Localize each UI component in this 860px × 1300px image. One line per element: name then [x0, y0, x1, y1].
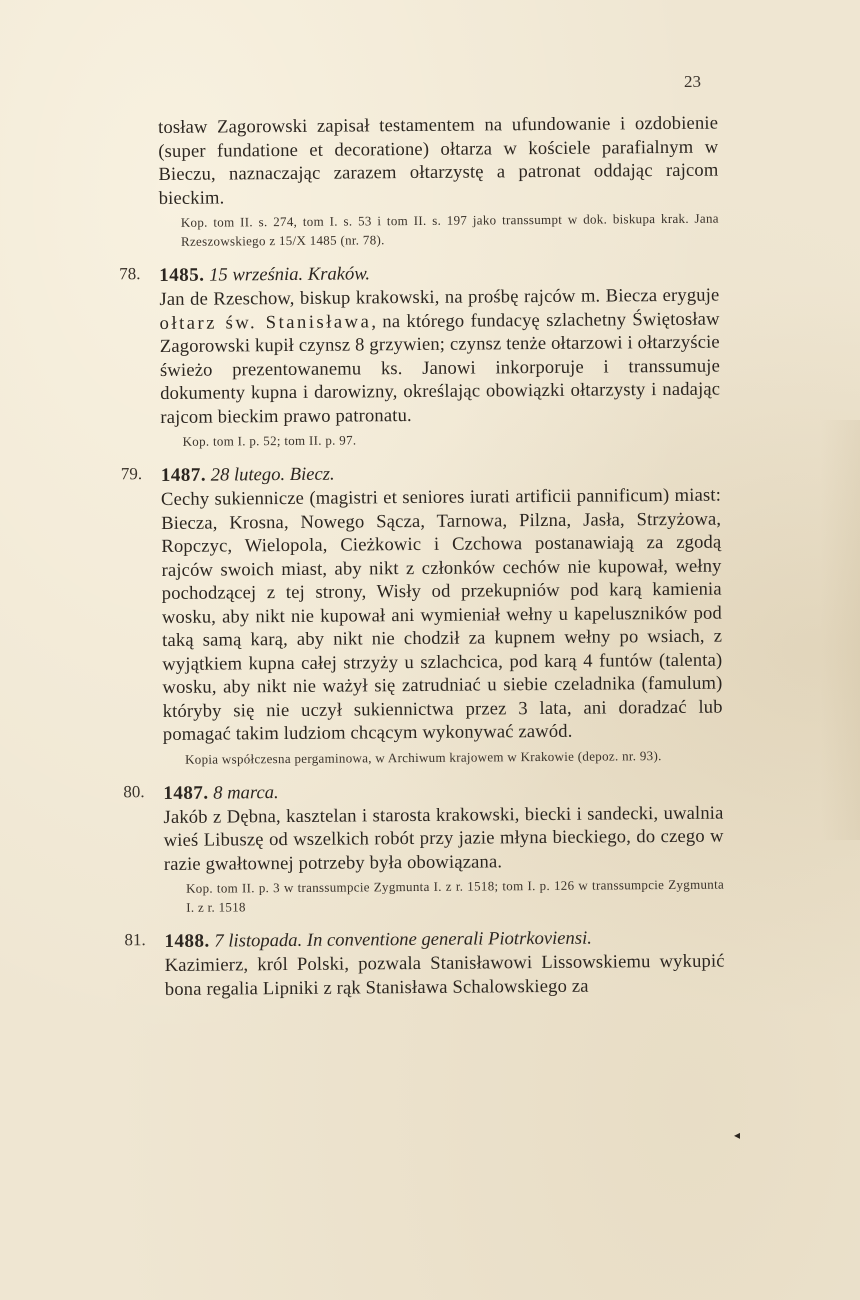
entry-80: [123, 776, 725, 917]
entry-number: 81.: [124, 930, 146, 950]
entry-note: Kop. tom I. p. 52; tom II. p. 97.: [182, 432, 357, 449]
entry-text: [159, 284, 720, 429]
entry-text-spaced: ołtarz św. Stanisława: [159, 310, 372, 334]
entry-number: 80.: [123, 781, 145, 801]
entry-date: 15 września. Kraków.: [209, 263, 371, 286]
entry-year: 1487.: [160, 464, 207, 486]
paper-shading: [820, 420, 860, 840]
entry-81: [124, 925, 725, 1001]
entry-year: 1488.: [164, 930, 210, 952]
page-number: 23: [684, 72, 701, 91]
entry-note: Kopia współczesna pergaminowa, w Archiwum krajowem w Krakowie (depoz. nr. 93).: [184, 747, 662, 767]
entry-date: 7 listopada. In conventione generali Piotrkoviensi.: [214, 927, 592, 952]
intro-note: Kop. tom II. s. 274, tom I. s. 53 i tom II. s. 197 jako transsumpt w dok. biskupa krak. Jana Rzeszowskiego z 15/X 1485 (nr. 78).: [180, 210, 719, 249]
entry-note: Kop. tom II. p. 3 w transsumpcie Zygmunta I. z r. 1518; tom I. p. 126 w transsumpcie Zygmunta I. z r. 1518: [186, 876, 725, 915]
entry-text: Kazimierz, król Polski, pozwala Stanisławowi Lissowskiemu wykupić bona regalia Lipniki z rąk Stanisława Schalowskiego za: [164, 950, 725, 1000]
entry-text-part: Jan de Rzeschow, biskup krakowski, na prośbę rajców m. Biecza eryguje: [159, 284, 720, 310]
ink-mark: ◂: [734, 1128, 741, 1142]
entry-text: Cechy sukiennicze (magistri et seniores iurati artificii pannificum) miast: Biecza, Krosna, Nowego Sącza, Tarnowa, Pilzna, Jasła, Strzyżowa, Ropczyc, Wielopola, Cieżkowic i Czchowa postanawiają za zgodą rajców swoich miast, aby nikt z członków cechów nie kupował, wełny pochodzącej z tej strony, Wisły od przekupniów pod karą kamienia wosku, aby nikt nie kupował ani wymieniał wełny u kapeluszników pod taką samą karą, aby nikt nie chodził za kupnem wełny po wsiach, z wyjątkiem kupna całej strzyży u szlachcica, pod karą 4 funtów (talenta) wosku, aby nikt nie ważył się zatrudniać u siebie czeladnika (famulum) któryby się nie uczył sukiennictwa przez 3 lata, ani doradzać lub pomagać takim ludziom chcącym wykonywać zawód.: [160, 484, 723, 745]
entry-78: [119, 259, 721, 451]
entry-number: 78.: [119, 264, 141, 284]
entry-number: 79.: [120, 464, 143, 484]
entry-79: [120, 459, 723, 769]
entry-year: 1487.: [163, 782, 209, 804]
entry-date: 8 marca.: [213, 781, 279, 804]
entry-text: Jakób z Dębna, kasztelan i starosta krakowski, biecki i sandecki, uwalnia wieś Libuszę od wszelkich robót przy jazie młyna bieckiego, do czego w razie gwałtownej potrzeby była obowiązana.: [163, 802, 724, 875]
entry-text-part: , na którego fundacyę szlachetny Świętosław Zagorowski kupił czynsz 8 grzywien; czynsz tenże ołtarzowi i ołtarzyście świeżo prezentowanemu ks. Janowi inkorporuje i transsumuje dokumenty kupna i darowizny, określając obowiązki ołtarzysty i nadając rajcom bieckim prawo patronatu.: [159, 308, 721, 428]
entry-year: 1485.: [159, 264, 205, 286]
entry-date: 28 lutego. Biecz.: [210, 463, 335, 486]
page-content: [119, 112, 725, 1001]
intro-paragraph: tosław Zagorowski zapisał testamentem na ufundowanie i ozdobienie (super fundatione et decoratione) ołtarza w kościele parafialnym w Bieczu, naznaczając zarazem ołtarzystę a patronat oddając rajcom bieckim.: [158, 112, 719, 209]
